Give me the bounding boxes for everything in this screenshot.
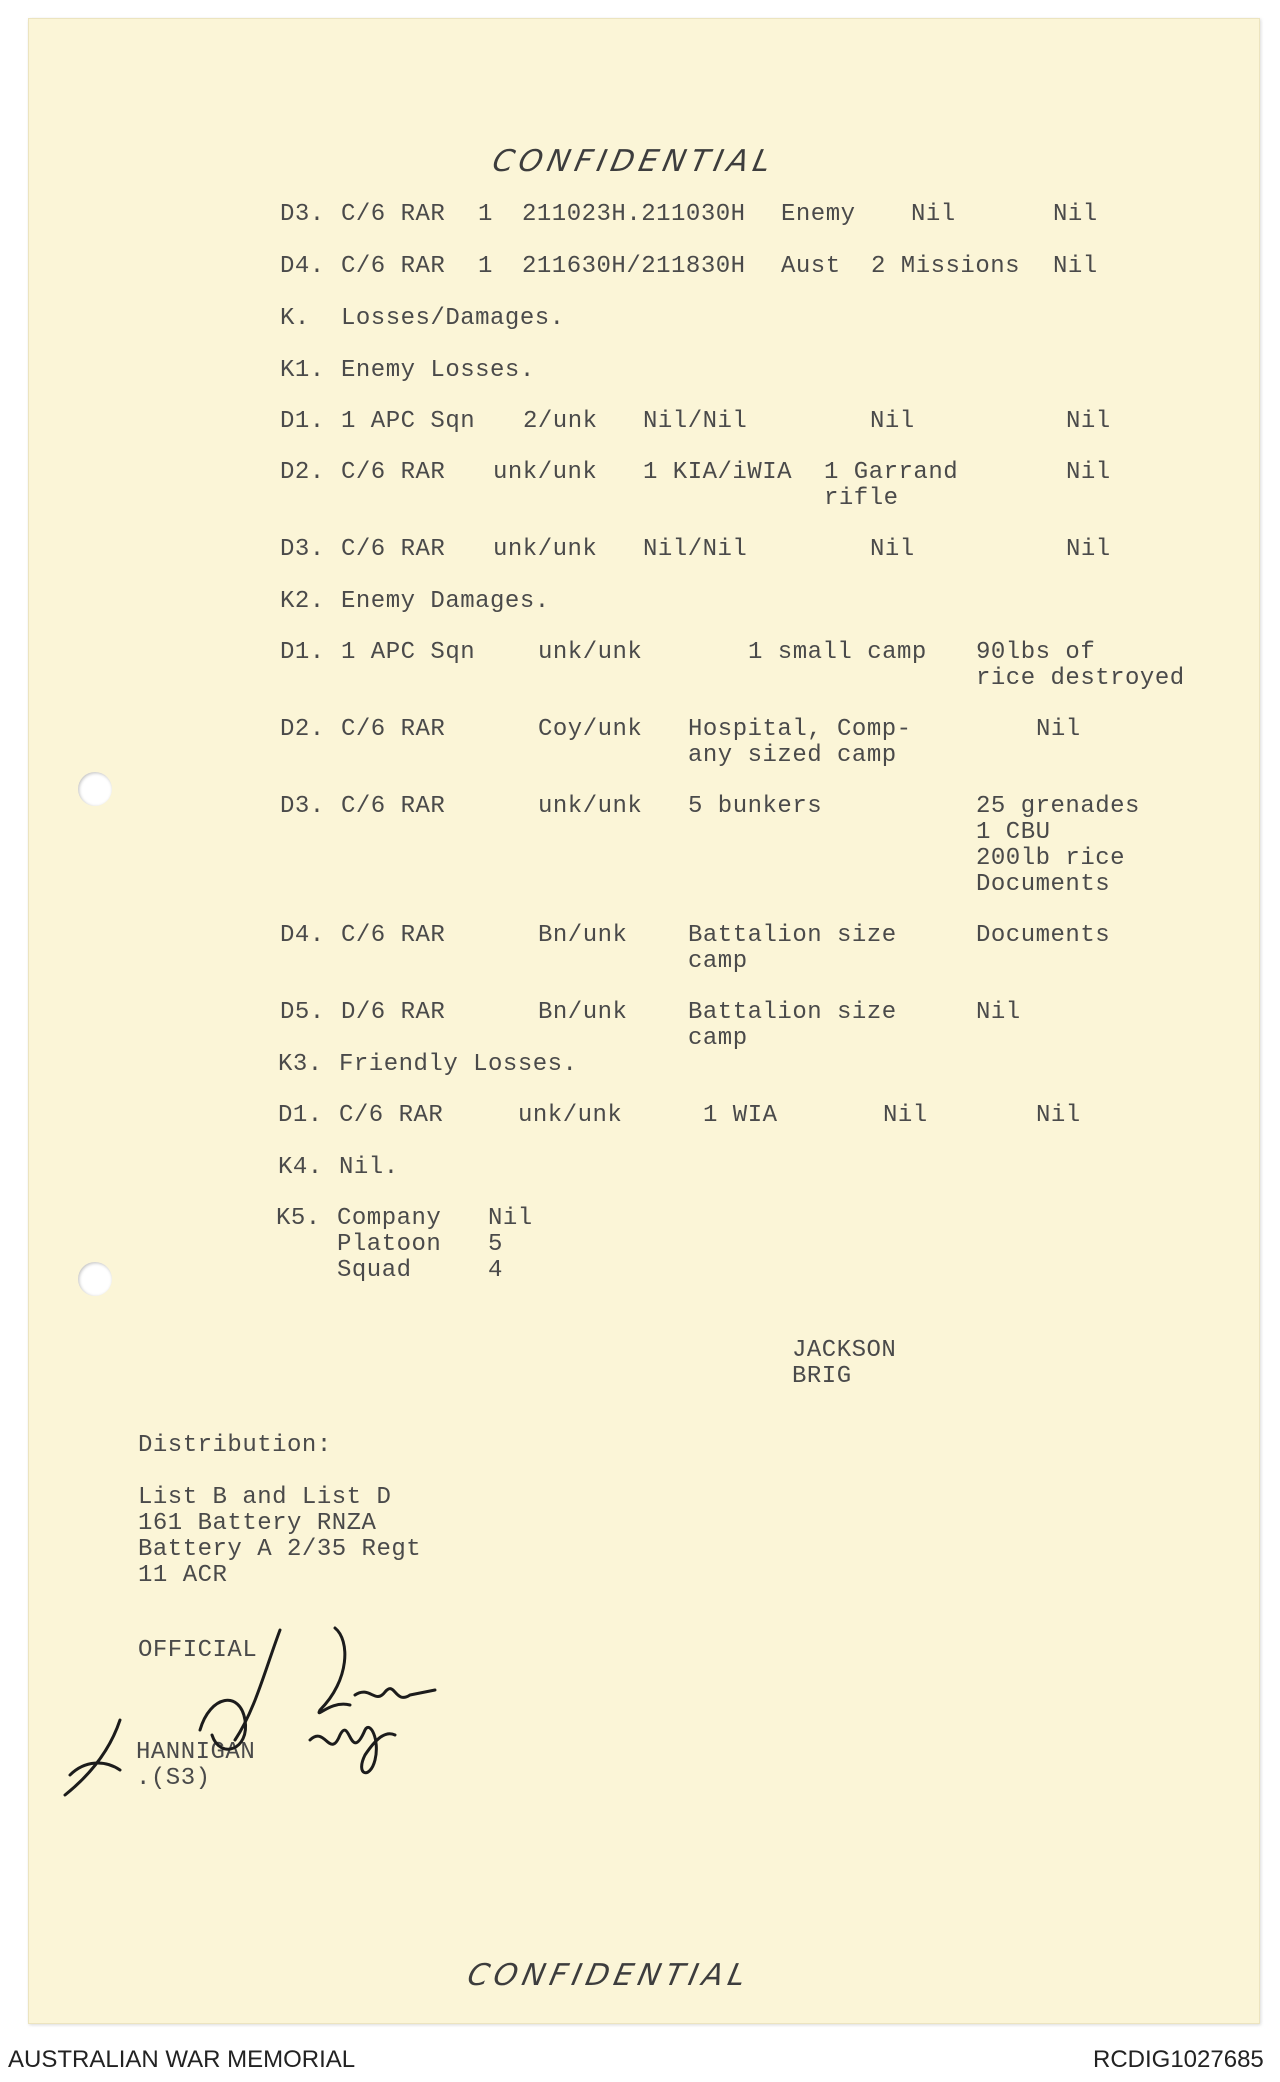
row-code: D3. <box>280 793 325 820</box>
row-count: 1 <box>478 253 493 280</box>
handwritten-signature <box>50 1610 500 1810</box>
section-title: Friendly Losses. <box>339 1051 578 1078</box>
row-captured: Documents <box>976 922 1111 949</box>
row-strength: unk/unk <box>538 793 643 820</box>
row-count: 1 <box>478 201 493 228</box>
row-unit: C/6 RAR <box>339 1102 444 1129</box>
section-code: K3. <box>278 1051 323 1078</box>
row-casualties: Nil/Nil <box>643 408 748 435</box>
row-unit: C/6 RAR <box>341 201 446 228</box>
footer-source: AUSTRALIAN WAR MEMORIAL <box>8 2046 356 2073</box>
row-type: Aust <box>781 253 841 280</box>
k5-values: Nil 5 4 <box>488 1205 533 1284</box>
row-unit: C/6 RAR <box>341 793 446 820</box>
section-code: K4. <box>278 1154 323 1181</box>
row-strength: Coy/unk <box>538 716 643 743</box>
row-code: D4. <box>280 922 325 949</box>
row-strength: unk/unk <box>493 536 598 563</box>
section-code: K1. <box>280 357 325 384</box>
row-remark: Nil <box>1066 536 1111 563</box>
row-weapons: Nil <box>870 408 915 435</box>
row-unit: C/6 RAR <box>341 253 446 280</box>
row-captured: Nil <box>1036 716 1081 743</box>
row-unit: C/6 RAR <box>341 459 446 486</box>
row-remark: Nil <box>1053 253 1098 280</box>
row-result: Nil <box>911 201 956 228</box>
row-weapons: Nil <box>883 1102 928 1129</box>
section-code: K5. <box>276 1205 321 1232</box>
row-remark: Nil <box>1066 459 1111 486</box>
row-unit: C/6 RAR <box>341 716 446 743</box>
footer-id: RCDIG1027685 <box>1093 2046 1264 2073</box>
row-code: D3. <box>280 201 325 228</box>
row-strength: unk/unk <box>538 639 643 666</box>
row-damage: Battalion size camp <box>688 999 897 1052</box>
row-remark: Nil <box>1053 201 1098 228</box>
row-code: D4. <box>280 253 325 280</box>
row-casualties: Nil/Nil <box>643 536 748 563</box>
confidential-stamp-top: CONFIDENTIAL <box>489 144 779 179</box>
distribution-list: List B and List D 161 Battery RNZA Battery A 2/35 Regt 11 ACR <box>138 1484 422 1589</box>
row-code: D2. <box>280 716 325 743</box>
row-casualties: 1 WIA <box>703 1102 778 1129</box>
row-time: 211630H/211830H <box>522 253 746 280</box>
official-name: HANNIGAN <box>136 1739 256 1766</box>
signoff-name: JACKSON <box>792 1337 897 1364</box>
section-title: Enemy Damages. <box>341 588 550 615</box>
row-casualties: 1 KIA/iWIA <box>643 459 793 486</box>
row-unit: D/6 RAR <box>341 999 446 1026</box>
row-strength: unk/unk <box>518 1102 623 1129</box>
row-damage: 5 bunkers <box>688 793 823 820</box>
row-captured: Nil <box>976 999 1021 1026</box>
section-title: Enemy Losses. <box>341 357 535 384</box>
row-type: Enemy <box>781 201 856 228</box>
signoff-rank: BRIG <box>792 1363 852 1390</box>
row-remark: Nil <box>1066 408 1111 435</box>
section-code: K. <box>280 305 310 332</box>
row-unit: 1 APC Sqn <box>341 408 476 435</box>
section-code: K2. <box>280 588 325 615</box>
official-unit: .(S3) <box>136 1765 211 1792</box>
row-weapons: 1 Garrand rifle <box>824 459 959 512</box>
row-strength: unk/unk <box>493 459 598 486</box>
row-captured: 25 grenades 1 CBU 200lb rice Documents <box>976 793 1140 898</box>
row-code: D5. <box>280 999 325 1026</box>
row-code: D1. <box>280 408 325 435</box>
row-code: D1. <box>280 639 325 666</box>
section-title: Losses/Damages. <box>341 305 565 332</box>
row-captured: 90lbs of rice destroyed <box>976 639 1185 692</box>
row-strength: Bn/unk <box>538 922 628 949</box>
distribution-heading: Distribution: <box>138 1432 332 1459</box>
row-damage: 1 small camp <box>748 639 927 666</box>
row-code: D1. <box>278 1102 323 1129</box>
row-damage: Hospital, Comp- any sized camp <box>688 716 912 769</box>
punch-hole-upper <box>78 772 112 806</box>
row-strength: Bn/unk <box>538 999 628 1026</box>
section-title: Nil. <box>339 1154 399 1181</box>
row-weapons: Nil <box>870 536 915 563</box>
row-unit: C/6 RAR <box>341 922 446 949</box>
row-result: 2 Missions <box>871 253 1021 280</box>
k5-labels: Company Platoon Squad <box>337 1205 442 1284</box>
row-damage: Battalion size camp <box>688 922 897 975</box>
row-strength: 2/unk <box>523 408 598 435</box>
row-time: 211023H.211030H <box>522 201 746 228</box>
row-unit: 1 APC Sqn <box>341 639 476 666</box>
punch-hole-lower <box>78 1262 112 1296</box>
confidential-stamp-bottom: CONFIDENTIAL <box>464 1958 754 1993</box>
row-unit: C/6 RAR <box>341 536 446 563</box>
row-code: D2. <box>280 459 325 486</box>
row-code: D3. <box>280 536 325 563</box>
row-remark: Nil <box>1036 1102 1081 1129</box>
official-label: OFFICIAL <box>138 1637 258 1664</box>
